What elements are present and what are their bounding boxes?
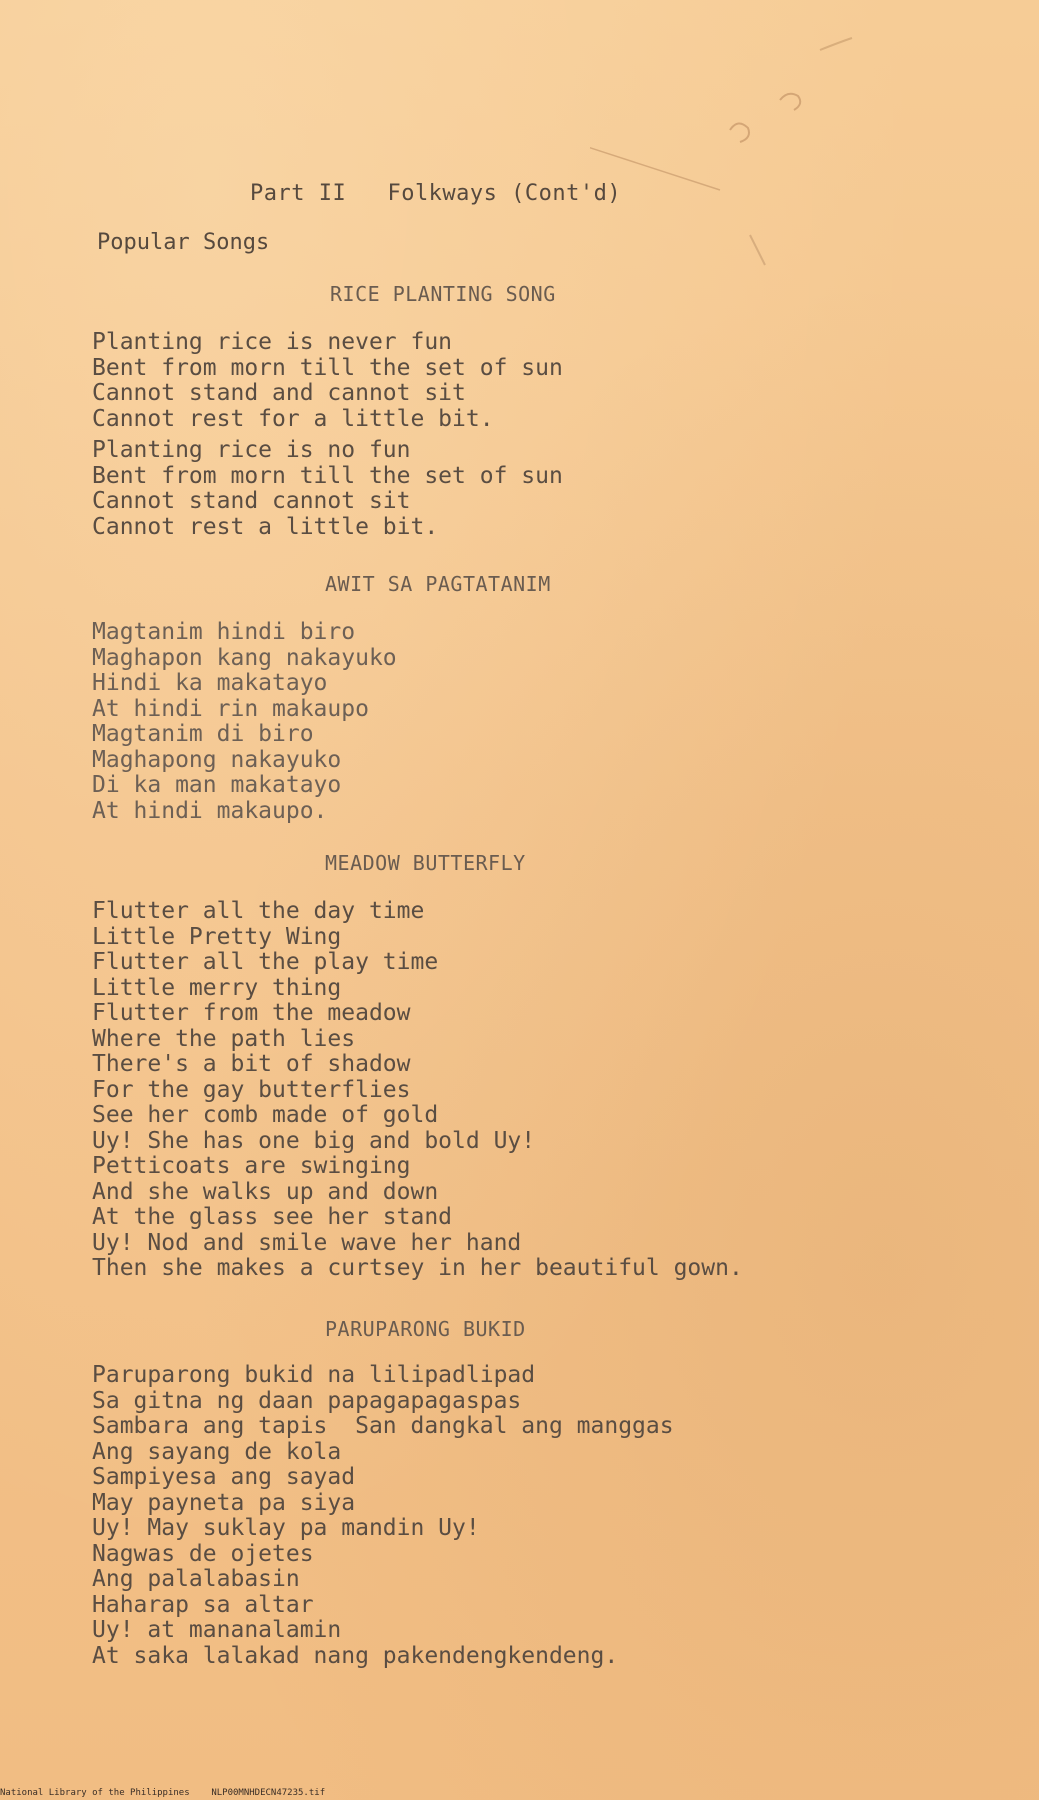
lyric-line: Cannot stand cannot sit <box>92 488 411 514</box>
lyric-line: Little Pretty Wing <box>92 923 342 950</box>
lyric-line: Then she makes a curtsey in her beautiful gown. <box>92 1255 743 1281</box>
lyric-line: Uy! Nod and smile wave her hand <box>92 1229 522 1256</box>
song-lyrics-paruparong-bukid <box>92 1363 674 1669</box>
lyric-line: Magtanim di biro <box>92 721 314 747</box>
lyric-line: Planting rice is no fun <box>92 437 411 463</box>
lyric-line: See her comb made of gold <box>92 1102 439 1128</box>
lyric-line: At hindi makaupo. <box>92 797 328 824</box>
lyric-line: Hindi ka makatayo <box>92 670 328 696</box>
lyric-line: Di ka man makatayo <box>92 772 342 798</box>
lyric-line: At hindi rin makaupo <box>92 695 369 722</box>
song-lyrics-awit-sa-pagtatanim <box>92 620 397 824</box>
lyric-line: At the glass see her stand <box>92 1204 453 1230</box>
lyric-line: Cannot stand and cannot sit <box>92 380 466 406</box>
song-title-meadow-butterfly: MEADOW BUTTERFLY <box>325 851 526 875</box>
lyric-line: Magtanim hindi biro <box>92 619 356 645</box>
lyric-line: Sambara ang tapis San dangkal ang manggas <box>92 1413 674 1439</box>
lyric-line: There's a bit of shadow <box>92 1051 411 1077</box>
song-lyrics-meadow-butterfly <box>92 899 743 1282</box>
lyric-line: Sampiyesa ang sayad <box>92 1464 356 1490</box>
source-footer: National Library of the Philippines NLP00MNHDECN47235.tif <box>0 1788 326 1798</box>
lyric-line: Paruparong bukid na lilipadlipad <box>92 1362 536 1388</box>
lyric-line: Bent from morn till the set of sun <box>92 462 563 489</box>
lyric-line: Uy! She has one big and bold Uy! <box>92 1127 536 1154</box>
lyric-line: Uy! May suklay pa mandin Uy! <box>92 1515 480 1541</box>
song-title-awit-sa-pagtatanim: AWIT SA PAGTATANIM <box>325 572 551 596</box>
lyric-line: Nagwas de ojetes <box>92 1540 314 1567</box>
song-title-paruparong-bukid: PARUPARONG BUKID <box>325 1317 526 1341</box>
lyric-line: Bent from morn till the set of sun <box>92 354 563 381</box>
page-header: Part II Folkways (Cont'd) <box>250 181 622 206</box>
lyric-line: May payneta pa siya <box>92 1489 356 1516</box>
lyric-line: Planting rice is never fun <box>92 329 453 355</box>
lyric-line: Maghapong nakayuko <box>92 746 342 773</box>
song-lyrics-rice-planting-verse-2 <box>92 438 563 540</box>
lyric-line: Where the path lies <box>92 1025 356 1052</box>
lyric-line: For the gay butterflies <box>92 1076 411 1103</box>
song-lyrics-rice-planting <box>92 330 563 432</box>
lyric-line: Flutter all the play time <box>92 949 439 975</box>
lyric-line: Flutter all the day time <box>92 898 425 924</box>
lyric-line: Ang sayang de kola <box>92 1438 342 1465</box>
lyric-line: Uy! at mananalamin <box>92 1617 342 1643</box>
lyric-line: And she walks up and down <box>92 1178 439 1205</box>
lyric-line: Haharap sa altar <box>92 1591 314 1618</box>
lyric-line: Little merry thing <box>92 974 342 1001</box>
song-title-rice-planting: RICE PLANTING SONG <box>330 282 556 306</box>
lyric-line: Flutter from the meadow <box>92 1000 411 1026</box>
lyric-line: Ang palalabasin <box>92 1566 300 1592</box>
lyric-line: Cannot rest a little bit. <box>92 513 439 540</box>
section-subheading: Popular Songs <box>97 230 270 255</box>
lyric-line: Maghapon kang nakayuko <box>92 644 397 671</box>
pencil-annotation <box>590 20 1039 320</box>
lyric-line: Petticoats are swinging <box>92 1153 411 1179</box>
lyric-line: At saka lalakad nang pakendengkendeng. <box>92 1642 619 1669</box>
lyric-line: Cannot rest for a little bit. <box>92 405 494 432</box>
lyric-line: Sa gitna ng daan papagapagaspas <box>92 1387 522 1414</box>
